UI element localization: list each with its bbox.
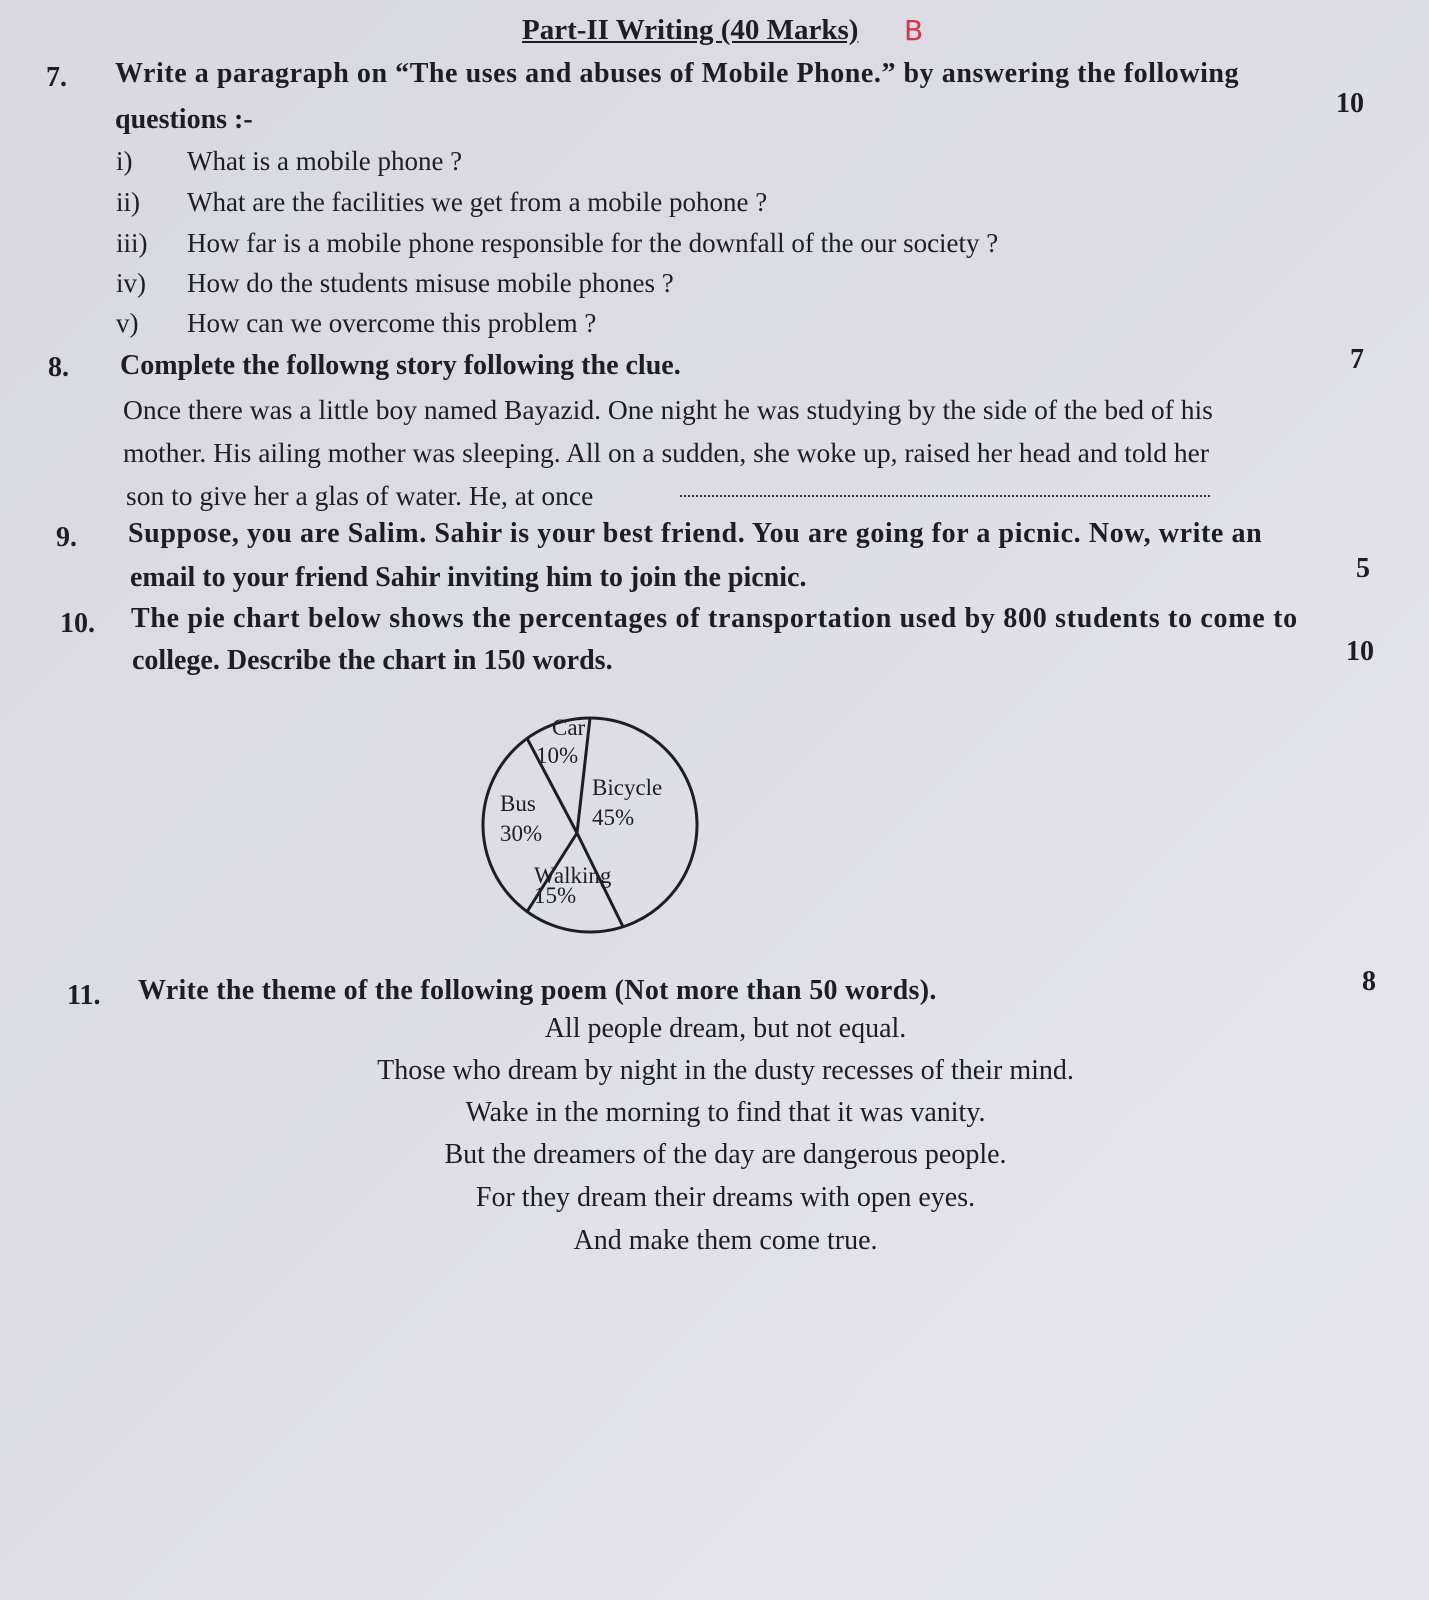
pie-slice-label: Bicycle [592, 775, 663, 800]
q7-number: 7. [46, 62, 67, 93]
pie-slice-label: Car [552, 715, 586, 740]
q10-number: 10. [60, 608, 95, 639]
q7-item-text: What are the facilities we get from a mobile pohone ? [187, 187, 768, 217]
q10-prompt-line2: college. Describe the chart in 150 words. [132, 645, 613, 676]
pie-slice-value: 45% [592, 805, 635, 830]
q7-marks: 10 [1336, 88, 1364, 119]
handwritten-marker: B [904, 14, 924, 47]
q9-number: 9. [56, 522, 77, 553]
page-title: Part-II Writing (40 Marks) [522, 14, 859, 46]
q7-item-label: iii) [116, 228, 148, 258]
q7-prompt-line1: Write a paragraph on “The uses and abuses of Mobile Phone.” by answering the following [115, 58, 1240, 89]
q8-prompt: Complete the followng story following the clue. [120, 350, 681, 381]
poem-line: All people dream, but not equal. [544, 1013, 907, 1044]
q7-item-text: What is a mobile phone ? [187, 146, 463, 176]
q7-item-label: i) [116, 146, 133, 176]
q8-number: 8. [48, 352, 69, 383]
q7-item-label: v) [116, 308, 139, 338]
pie-slice-value: 15% [534, 883, 577, 908]
pie-slice-value: 30% [500, 821, 543, 846]
q11-prompt: Write the theme of the following poem (Not more than 50 words). [138, 975, 937, 1006]
q10-prompt-line1: The pie chart below shows the percentages of transportation used by 800 students to come to [131, 603, 1298, 634]
poem-line: For they dream their dreams with open eyes. [475, 1182, 976, 1213]
poem-line: Wake in the morning to find that it was vanity. [465, 1097, 986, 1128]
q7-item-label: ii) [116, 187, 140, 217]
pie-slice-label: Walking [534, 863, 612, 888]
q8-story-line: Once there was a little boy named Bayazid. One night he was studying by the side of the bed of his [123, 394, 1213, 425]
q7-item-text: How do the students misuse mobile phones ? [187, 268, 674, 298]
q11-number: 11. [67, 980, 101, 1011]
q10-marks: 10 [1346, 636, 1374, 667]
pie-slice-value: 10% [536, 743, 579, 768]
pie-slice-label: Bus [500, 791, 536, 816]
q8-marks: 7 [1350, 344, 1364, 375]
q7-item-text: How can we overcome this problem ? [187, 308, 597, 338]
q8-story-line: mother. His ailing mother was sleeping. All on a sudden, she woke up, raised her head and told her [123, 437, 1210, 468]
poem-line: Those who dream by night in the dusty recesses of their mind. [377, 1055, 1074, 1086]
q9-prompt-line1: Suppose, you are Salim. Sahir is your best friend. You are going for a picnic. Now, write an [128, 518, 1263, 549]
answer-dotted-line [680, 495, 1210, 497]
q8-story-line: son to give her a glas of water. He, at once [126, 480, 594, 511]
q11-marks: 8 [1362, 966, 1376, 997]
poem-line: But the dreamers of the day are dangerous people. [444, 1139, 1007, 1170]
q9-marks: 5 [1356, 553, 1370, 584]
q7-item-label: iv) [116, 268, 146, 298]
poem-line: And make them come true. [573, 1225, 878, 1256]
q7-prompt-line2: questions :- [115, 104, 253, 135]
q9-prompt-line2: email to your friend Sahir inviting him to join the picnic. [130, 562, 807, 593]
transport-pie-chart [470, 705, 710, 945]
q7-item-text: How far is a mobile phone responsible for the downfall of the our society ? [187, 228, 999, 258]
